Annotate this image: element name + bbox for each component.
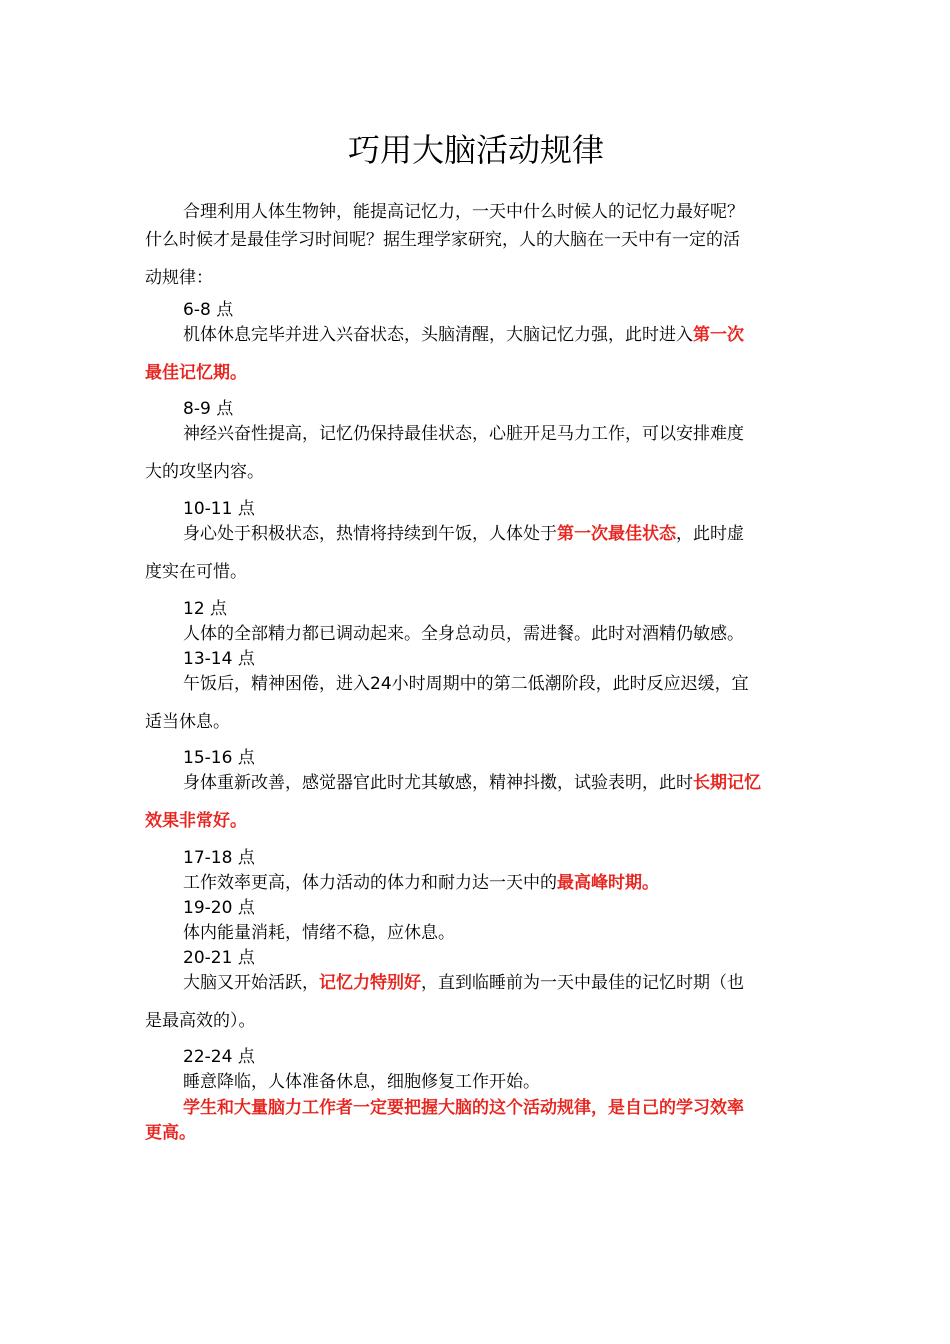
period-description: 体内能量消耗，情绪不稳，应休息。: [183, 923, 455, 943]
intro-line: 动规律：: [145, 268, 213, 288]
period-time: 13-14 点: [183, 649, 255, 669]
period-description-continued: 度实在可惜。: [145, 562, 247, 582]
document-title: 巧用大脑活动规律: [347, 131, 604, 169]
period-description: 机体休息完毕并进入兴奋状态，头脑清醒，大脑记忆力强，此时进入第一次: [183, 325, 744, 345]
period-description-continued: [145, 361, 807, 386]
intro-line: 合理利用人体生物钟，能提高记忆力，一天中什么时候人的记忆力最好呢？: [183, 202, 744, 222]
period-description: 工作效率更高，体力活动的体力和耐力达一天中的最高峰时期。: [183, 873, 659, 893]
period-time: 6-8 点: [183, 300, 234, 320]
period-description-continued: [145, 809, 807, 834]
period-time: 19-20 点: [183, 898, 255, 918]
period-description-continued: 大的攻坚内容。: [145, 462, 264, 482]
period-description-continued: 是最高效的）。: [145, 1011, 256, 1031]
highlight-text: 长期记忆: [693, 773, 761, 793]
period-20-21: [145, 946, 807, 1034]
period-time: 10-11 点: [183, 499, 255, 519]
period-time: 20-21 点: [183, 948, 255, 968]
period-15-16: [145, 746, 807, 834]
highlight-text: 第一次最佳状态: [557, 524, 676, 544]
period-8-9: [145, 397, 807, 485]
period-time: 8-9 点: [183, 399, 234, 419]
period-time: 22-24 点: [183, 1047, 255, 1067]
conclusion-line: 更高。: [145, 1123, 196, 1143]
intro-line: 什么时候才是最佳学习时间呢？据生理学家研究，人的大脑在一天中有一定的活: [145, 230, 740, 250]
period-22-24: [145, 1045, 807, 1095]
period-time: 12 点: [183, 599, 228, 619]
period-time: 17-18 点: [183, 848, 255, 868]
highlight-text: 最佳记忆期。: [145, 363, 247, 383]
highlight-text: 记忆力特别好: [319, 973, 421, 993]
highlight-text: 最高峰时期。: [557, 873, 659, 893]
period-10-11: [145, 497, 807, 585]
period-description: 午饭后，精神困倦，进入24小时周期中的第二低潮阶段，此时反应迟缓，宜: [183, 674, 749, 694]
period-description: 人体的全部精力都已调动起来。全身总动员，需进餐。此时对酒精仍敏感。: [183, 624, 744, 644]
period-description: 身心处于积极状态，热情将持续到午饭，人体处于第一次最佳状态，此时虚: [183, 524, 744, 544]
period-description: 睡意降临，人体准备休息，细胞修复工作开始。: [183, 1072, 540, 1092]
conclusion-line: 学生和大量脑力工作者一定要把握大脑的这个活动规律，是自己的学习效率: [183, 1098, 744, 1118]
period-13-14: [145, 647, 807, 735]
highlight-text: 第一次: [693, 325, 744, 345]
period-12: [145, 597, 807, 647]
period-description: 大脑又开始活跃，记忆力特别好，直到临睡前为一天中最佳的记忆时期（也: [183, 973, 744, 993]
period-6-8: [145, 298, 807, 386]
period-time: 15-16 点: [183, 748, 255, 768]
intro-paragraph: [145, 198, 807, 292]
period-19-20: [145, 896, 807, 946]
period-description-continued: 适当休息。: [145, 712, 230, 732]
highlight-text: 效果非常好。: [145, 811, 247, 831]
period-description: 身体重新改善，感觉器官此时尤其敏感，精神抖擞，试验表明，此时长期记忆: [183, 773, 761, 793]
conclusion-paragraph: [145, 1096, 807, 1146]
period-17-18: [145, 846, 807, 896]
period-description: 神经兴奋性提高，记忆仍保持最佳状态，心脏开足马力工作，可以安排难度: [183, 424, 744, 444]
